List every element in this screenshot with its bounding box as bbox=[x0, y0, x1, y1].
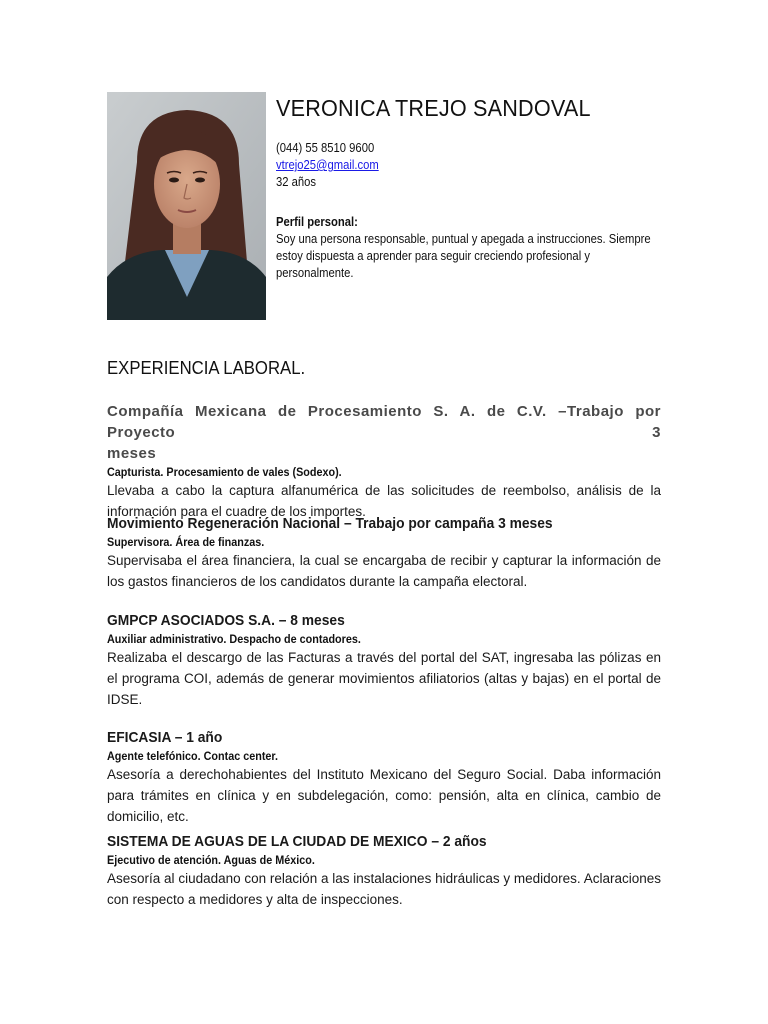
age: 32 años bbox=[276, 175, 317, 189]
job-company: GMPCP ASOCIADOS S.A. – 8 meses bbox=[107, 612, 345, 629]
job-entry bbox=[107, 401, 661, 522]
job-company: SISTEMA DE AGUAS DE LA CIUDAD DE MEXICO – 2 años bbox=[107, 833, 487, 850]
job-description: Llevaba a cabo la captura alfanumérica de las solicitudes de reembolso, análisis de la información para el cuadre de los importes. bbox=[107, 483, 661, 519]
job-role: Agente telefónico. Contac center. bbox=[107, 749, 279, 763]
email-link[interactable]: vtrejo25@gmail.com bbox=[276, 158, 379, 172]
email-line bbox=[276, 157, 629, 174]
job-entry bbox=[107, 831, 661, 910]
job-description: Realizaba el descargo de las Facturas a través del portal del SAT, ingresaba las pólizas en el programa COI, además de generar movimientos afiliatorios (altas y bajas) en el portal de IDSE. bbox=[107, 650, 661, 707]
job-role: Supervisora. Área de finanzas. bbox=[107, 535, 265, 549]
profile-text: Soy una persona responsable, puntual y apegada a instrucciones. Siempre estoy dispuesta a aprender para seguir creciendo profesional y personalmente. bbox=[276, 232, 651, 280]
profile-title: Perfil personal: bbox=[276, 215, 358, 229]
job-entry bbox=[107, 610, 661, 710]
job-company: Movimiento Regeneración Nacional – Trabajo por campaña 3 meses bbox=[107, 515, 553, 532]
candidate-name: VERONICA TREJO SANDOVAL bbox=[276, 95, 591, 121]
job-description: Asesoría al ciudadano con relación a las instalaciones hidráulicas y medidores. Aclaraciones con respecto a medidores y alta de inspecciones. bbox=[107, 871, 661, 907]
phone-number: (044) 55 8510 9600 bbox=[276, 141, 375, 155]
job-description: Supervisaba el área financiera, la cual se encargaba de recibir y capturar la información de los gastos financieros de los candidatos durante la campaña electoral. bbox=[107, 553, 661, 589]
job-description: Asesoría a derechohabientes del Instituto Mexicano del Seguro Social. Daba información para trámites en clínica y en subdelegación, como: pensión, alta en clínica, cambio de domicilio, etc. bbox=[107, 767, 661, 824]
job-company: EFICASIA – 1 año bbox=[107, 729, 223, 746]
job-role: Capturista. Procesamiento de vales (Sodexo). bbox=[107, 465, 342, 479]
profile-photo bbox=[107, 92, 266, 320]
job-role: Ejecutivo de atención. Aguas de México. bbox=[107, 853, 315, 867]
section-title-experience: EXPERIENCIA LABORAL. bbox=[107, 358, 306, 378]
job-entry bbox=[107, 513, 661, 592]
job-entry bbox=[107, 727, 661, 827]
header-info bbox=[276, 92, 668, 282]
job-company-line1: Compañía Mexicana de Procesamiento S. A. de C.V. –Trabajo por Proyecto 3 bbox=[107, 403, 661, 441]
job-company-line2: meses bbox=[107, 445, 157, 462]
job-company bbox=[107, 401, 661, 443]
job-role: Auxiliar administrativo. Despacho de contadores. bbox=[107, 632, 361, 646]
